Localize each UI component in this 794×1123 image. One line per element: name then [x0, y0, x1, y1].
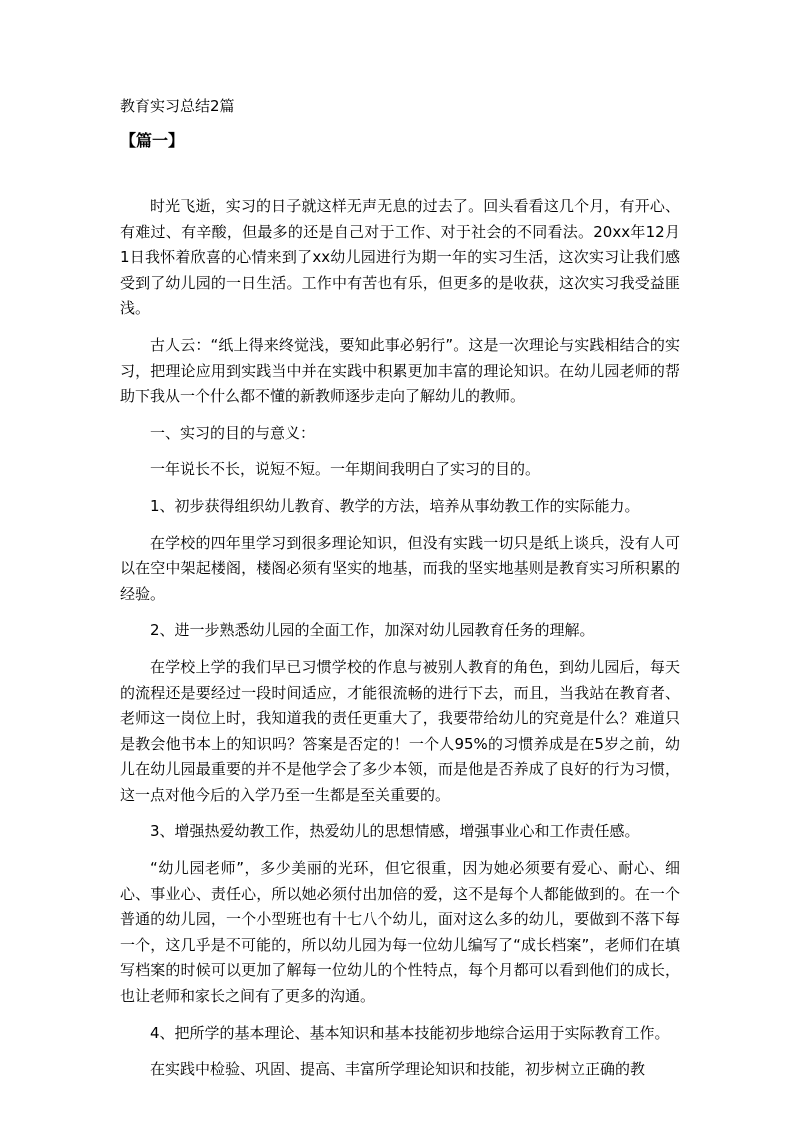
- paragraph: 在实践中检验、巩固、提高、丰富所学理论知识和技能，初步树立正确的教: [150, 1060, 646, 1079]
- paragraph: 在学校的四年里学习到很多理论知识，但没有实践一切只是纸上谈兵，没有人可以在空中架起楼阁，楼阁必须有坚实的地基，而我的坚实地基则是教育实习所积累的经验。: [120, 533, 680, 603]
- paragraph: 古人云：“纸上得来终觉浅，要知此事必躬行”。这是一次理论与实践相结合的实习，把理论应用到实践当中并在实践中积累更加丰富的理论知识。在幼儿园老师的帮助下我从一个什么都不懂的新教师逐步走向了解幼儿的教师。: [120, 335, 680, 406]
- numbered-point: 3、增强热爱幼教工作，热爱幼儿的思想情感，增强事业心和工作责任感。: [150, 822, 640, 841]
- numbered-point: 2、进一步熟悉幼儿园的全面工作，加深对幼儿园教育任务的理解。: [150, 621, 595, 640]
- heading-purpose: 一、实习的目的与意义：: [150, 423, 316, 442]
- paragraph: 在学校上学的我们早已习惯学校的作息与被别人教育的角色，到幼儿园后，每天的流程还是要经过一段时间适应，才能很流畅的进行下去，而且，当我站在教育者、老师这一岗位上时，我知道我的责任更重大了，我要带给幼儿的究竟是什么？难道只是教会他书本上的知识吗？答案是否定的！一个人95%的习惯养成是在5岁之前，幼儿在幼儿园最重要的并不是他学会了多少本领，而是他是否养成了良好的行为习惯，这一点对他今后的入学乃至一生都是至关重要的。: [120, 657, 680, 804]
- numbered-point: 4、把所学的基本理论、基本知识和基本技能初步地综合运用于实际教育工作。: [150, 1023, 670, 1042]
- section-heading: 【篇一】: [120, 131, 185, 150]
- numbered-point: 1、初步获得组织幼儿教育、教学的方法，培养从事幼教工作的实际能力。: [150, 496, 640, 515]
- paragraph: 时光飞逝，实习的日子就这样无声无息的过去了。回头看看这几个月，有开心、有难过、有辛酸，但最多的还是自己对于工作、对于社会的不同看法。20xx年12月1日我怀着欣喜的心情来到了xx幼儿园进行为期一年的实习生活，这次实习让我们感受到了幼儿园的一日生活。工作中有苦也有乐，但更多的是收获，这次实习我受益匪浅。: [120, 197, 680, 318]
- document-body: [120, 194, 680, 1094]
- paragraph: 一年说长不长，说短不短。一年期间我明白了实习的目的。: [150, 460, 541, 479]
- paragraph: “幼儿园老师”，多少美丽的光环，但它很重，因为她必须要有爱心、耐心、细心、事业心、责任心，所以她必须付出加倍的爱，这不是每个人都能做到的。在一个普通的幼儿园，一个小型班也有十七八个幼儿，面对这么多的幼儿，要做到不落下每一个，这几乎是不可能的，所以幼儿园为每一位幼儿编写了“成长档案”，老师们在填写档案的时候可以更加了解每一位幼儿的个性特点，每个月都可以看到他们的成长，也让老师和家长之间有了更多的沟通。: [120, 859, 680, 1006]
- document-title: 教育实习总结2篇: [120, 97, 235, 115]
